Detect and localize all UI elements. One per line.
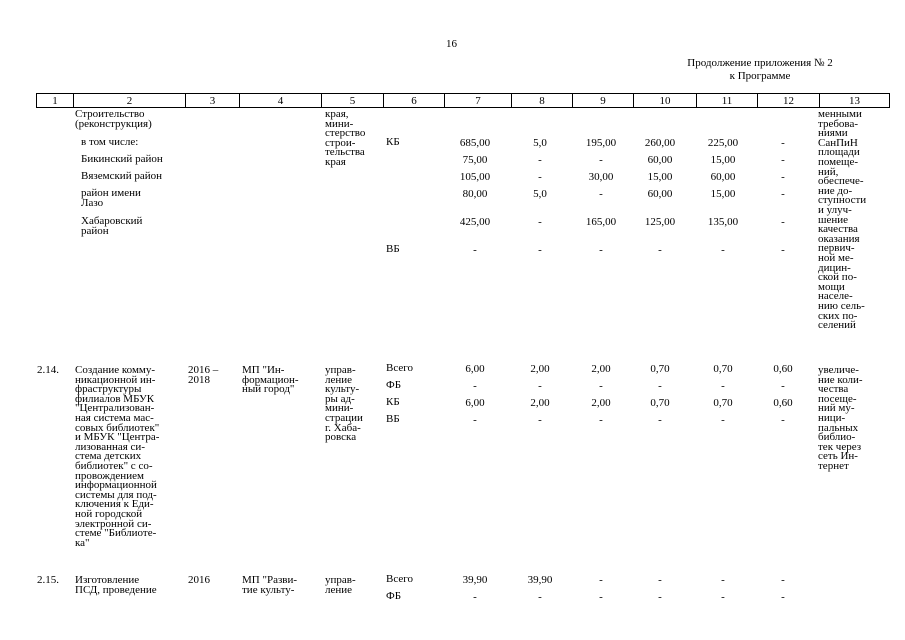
table-cell-value: - — [473, 244, 477, 256]
expected-result: ние до- — [818, 184, 853, 197]
table-cell-value: 685,00 — [459, 137, 491, 149]
activity-name: никационной ин- — [75, 373, 156, 386]
table-cell-value: 30,00 — [588, 171, 614, 183]
district-label: район — [81, 224, 109, 237]
table-cell-value: - — [599, 154, 603, 166]
activity-name: (реконструкция) — [75, 117, 152, 130]
activity-name: ка" — [75, 536, 90, 549]
table-cell-value: - — [781, 244, 785, 256]
activity-name: Создание комму- — [75, 364, 156, 376]
executor-name: мини- — [325, 402, 354, 415]
table-cell-value: 6,00 — [465, 363, 485, 375]
table-cell-value: - — [538, 591, 542, 603]
table-cell-value: 2,00 — [591, 397, 611, 409]
executor-name: мини- — [325, 117, 354, 130]
activity-name: фраструктуры — [75, 383, 142, 396]
table-cell-value: - — [473, 414, 477, 426]
expected-result: тек через — [818, 440, 862, 453]
activity-name: библиотек" с со- — [75, 460, 153, 472]
table-cell-value: - — [721, 591, 725, 603]
expected-result: населе- — [818, 290, 853, 303]
table-cell-value: - — [599, 591, 603, 603]
table-cell-value: 135,00 — [707, 216, 739, 228]
table-cell-value: - — [538, 414, 542, 426]
col-header: 1 — [37, 94, 74, 108]
table-cell-value: 39,90 — [527, 574, 553, 586]
expected-result: шение — [818, 213, 849, 226]
activity-name: информационной — [75, 479, 157, 492]
table-cell-value: 225,00 — [707, 137, 739, 149]
expected-result: пальных — [818, 421, 859, 434]
funding-source: КБ — [386, 396, 400, 408]
activity-name: Изготовление — [75, 574, 140, 586]
table-cell-value: - — [473, 380, 477, 392]
executor-name: стерство — [325, 127, 366, 140]
row-number: 2.15. — [37, 574, 59, 586]
expected-result: ниями — [818, 127, 848, 140]
program-name: формацион- — [242, 373, 299, 386]
table-cell-value: - — [781, 154, 785, 166]
activity-name: лизованная си- — [75, 440, 145, 453]
executor-name: ровска — [325, 431, 357, 444]
table-cell-value: - — [599, 244, 603, 256]
funding-source: ФБ — [386, 379, 402, 391]
expected-result: ской по- — [818, 271, 857, 284]
district-label: в том числе: — [81, 136, 139, 148]
executor-name: ление — [325, 373, 353, 386]
table-cell-value: 15,00 — [710, 154, 736, 166]
table-cell-value: 2,00 — [530, 397, 550, 409]
table-cell-value: - — [658, 591, 662, 603]
expected-result: ских по- — [818, 309, 858, 322]
table-cell-value: 0,70 — [650, 397, 670, 409]
executor-name: г. Хаба- — [325, 421, 361, 434]
appendix-note — [640, 57, 880, 83]
table-cell-value: 125,00 — [644, 216, 676, 228]
funding-source: ФБ — [386, 590, 402, 602]
table-cell-value: 60,00 — [710, 171, 736, 183]
col-header: 10 — [634, 94, 697, 108]
executor-name: тельства — [325, 146, 365, 159]
table-cell-value: 39,90 — [462, 574, 488, 586]
table-cell-value: 2,00 — [591, 363, 611, 375]
table-cell-value: 5,0 — [533, 188, 547, 200]
expected-result: тернет — [818, 460, 849, 472]
funding-source: Всего — [386, 362, 413, 374]
table-cell-value: - — [781, 574, 785, 586]
funding-source: Всего — [386, 573, 413, 585]
table-cell-value: 0,70 — [650, 363, 670, 375]
expected-result: первич- — [818, 242, 855, 255]
expected-result: и улуч- — [818, 204, 852, 216]
table-cell-value: - — [599, 414, 603, 426]
activity-name: системы для под- — [75, 488, 157, 501]
table-cell-value: 0,60 — [773, 363, 793, 375]
executor-name: культу- — [325, 383, 360, 396]
activity-name: ная система мас- — [75, 412, 154, 424]
table-cell-value: - — [781, 591, 785, 603]
table-cell-value: - — [721, 244, 725, 256]
page-number: 16 — [446, 38, 457, 50]
col-header: 8 — [512, 94, 573, 108]
table-cell-value: - — [658, 244, 662, 256]
table-cell-value: - — [538, 171, 542, 183]
expected-result: посеще- — [818, 392, 857, 405]
col-header: 12 — [758, 94, 820, 108]
table-cell-value: - — [781, 188, 785, 200]
table-cell-value: - — [538, 216, 542, 228]
expected-result: сеть Ин- — [818, 450, 858, 463]
executor-name: ры ад- — [325, 392, 355, 405]
expected-result: обеспече- — [818, 175, 864, 188]
executor-name: страции — [325, 412, 363, 424]
col-header: 6 — [384, 94, 445, 108]
table-cell-value: 0,60 — [773, 397, 793, 409]
appendix-note-line: к Программе — [729, 70, 791, 82]
expected-result: чества — [818, 383, 849, 396]
table-cell-value: 6,00 — [465, 397, 485, 409]
expected-result: нию сель- — [818, 300, 865, 312]
table-cell-value: 0,70 — [713, 397, 733, 409]
table-cell-value: 0,70 — [713, 363, 733, 375]
table-cell-value: 195,00 — [585, 137, 617, 149]
expected-result: качества — [818, 223, 858, 236]
table-cell-value: - — [658, 380, 662, 392]
table-cell-value: - — [538, 154, 542, 166]
expected-result: ступности — [818, 194, 867, 207]
col-header: 4 — [240, 94, 322, 108]
col-header: 2 — [74, 94, 186, 108]
table-cell-value: 75,00 — [462, 154, 488, 166]
col-header: 9 — [573, 94, 634, 108]
table-cell-value: - — [538, 380, 542, 392]
executor-name: края — [325, 156, 346, 168]
funding-source: ВБ — [386, 413, 400, 425]
expected-result: ние коли- — [818, 373, 863, 386]
table-cell-value: 60,00 — [647, 188, 673, 200]
activity-name: филиалов МБУК — [75, 392, 155, 405]
activity-name: ной городской — [75, 508, 143, 520]
expected-result: ний му- — [818, 402, 855, 415]
table-cell-value: - — [721, 380, 725, 392]
activity-name: провождением — [75, 469, 144, 482]
executor-name: строи- — [325, 136, 356, 149]
table-cell-value: - — [599, 380, 603, 392]
expected-result: помеще- — [818, 156, 859, 168]
table-cell-value: 80,00 — [462, 188, 488, 200]
table-cell-value: 15,00 — [710, 188, 736, 200]
col-header: 3 — [186, 94, 240, 108]
table-cell-value: 165,00 — [585, 216, 617, 228]
executor-name: ление — [325, 583, 353, 596]
table-cell-value: - — [781, 171, 785, 183]
table-cell-value: - — [781, 380, 785, 392]
funding-source: КБ — [386, 136, 400, 148]
column-header-row — [36, 93, 890, 108]
table-cell-value: 60,00 — [647, 154, 673, 166]
table-cell-value: 425,00 — [459, 216, 491, 228]
table-cell-value: - — [721, 414, 725, 426]
expected-result: СанПиН — [818, 136, 858, 149]
expected-result: площади — [818, 146, 860, 159]
expected-result: библио- — [818, 431, 856, 444]
expected-result: увеличе- — [818, 364, 859, 376]
funding-source: ВБ — [386, 243, 400, 255]
executor-name: управ- — [325, 574, 356, 586]
activity-name: стеме "Библиоте- — [75, 527, 157, 540]
appendix-note-line: Продолжение приложения № 2 — [687, 57, 833, 69]
expected-result: требова- — [818, 117, 859, 130]
activity-name: Строительство — [75, 108, 145, 120]
program-name: МП "Ин- — [242, 364, 285, 376]
table-cell-value: - — [473, 591, 477, 603]
col-header: 7 — [445, 94, 512, 108]
activity-name: электронной си- — [75, 517, 152, 530]
district-label: Бикинский район — [81, 153, 163, 165]
district-label: район имени — [81, 187, 141, 199]
expected-result: оказания — [818, 232, 860, 245]
district-label: Вяземский район — [81, 170, 162, 182]
activity-name: ПСД, проведение — [75, 583, 157, 596]
program-name: ный город" — [242, 383, 295, 396]
district-label: Лазо — [81, 196, 104, 209]
executor-name: края, — [325, 108, 349, 120]
activity-name: ключения к Еди- — [75, 498, 154, 511]
district-label: Хабаровский — [81, 215, 143, 227]
expected-result: ници- — [818, 412, 846, 424]
table-cell-value: - — [781, 216, 785, 228]
activity-name: и МБУК "Центра- — [75, 431, 160, 444]
expected-result: мощи — [818, 280, 845, 293]
table-cell-value: - — [599, 574, 603, 586]
program-name: тие культу- — [242, 583, 295, 596]
col-header: 5 — [322, 94, 384, 108]
expected-result: менными — [818, 108, 862, 120]
table-cell-value: 15,00 — [647, 171, 673, 183]
expected-result: ной ме- — [818, 252, 854, 264]
table-cell-value: - — [781, 414, 785, 426]
table-cell-value: - — [599, 188, 603, 200]
period: 2016 — [188, 574, 210, 586]
table-cell-value: - — [658, 414, 662, 426]
activity-name: совых библиотек" — [75, 421, 160, 434]
col-header: 13 — [820, 94, 890, 108]
expected-result: ний, — [818, 165, 839, 178]
table-cell-value: - — [658, 574, 662, 586]
expected-result: дицин- — [818, 261, 851, 274]
table-cell-value: 2,00 — [530, 363, 550, 375]
row-number: 2.14. — [37, 364, 59, 376]
table-cell-value: 5,0 — [533, 137, 547, 149]
table-cell-value: 105,00 — [459, 171, 491, 183]
activity-name: стема детских — [75, 450, 142, 463]
period: 2016 – — [188, 364, 219, 376]
table-cell-value: - — [721, 574, 725, 586]
executor-name: управ- — [325, 364, 356, 376]
period: 2018 — [188, 373, 210, 386]
table-cell-value: - — [538, 244, 542, 256]
expected-result: селений — [818, 319, 856, 332]
col-header: 11 — [697, 94, 758, 108]
activity-name: "Централизован- — [75, 402, 155, 415]
table-cell-value: - — [781, 137, 785, 149]
program-name: МП "Разви- — [242, 574, 298, 586]
table-cell-value: 260,00 — [644, 137, 676, 149]
